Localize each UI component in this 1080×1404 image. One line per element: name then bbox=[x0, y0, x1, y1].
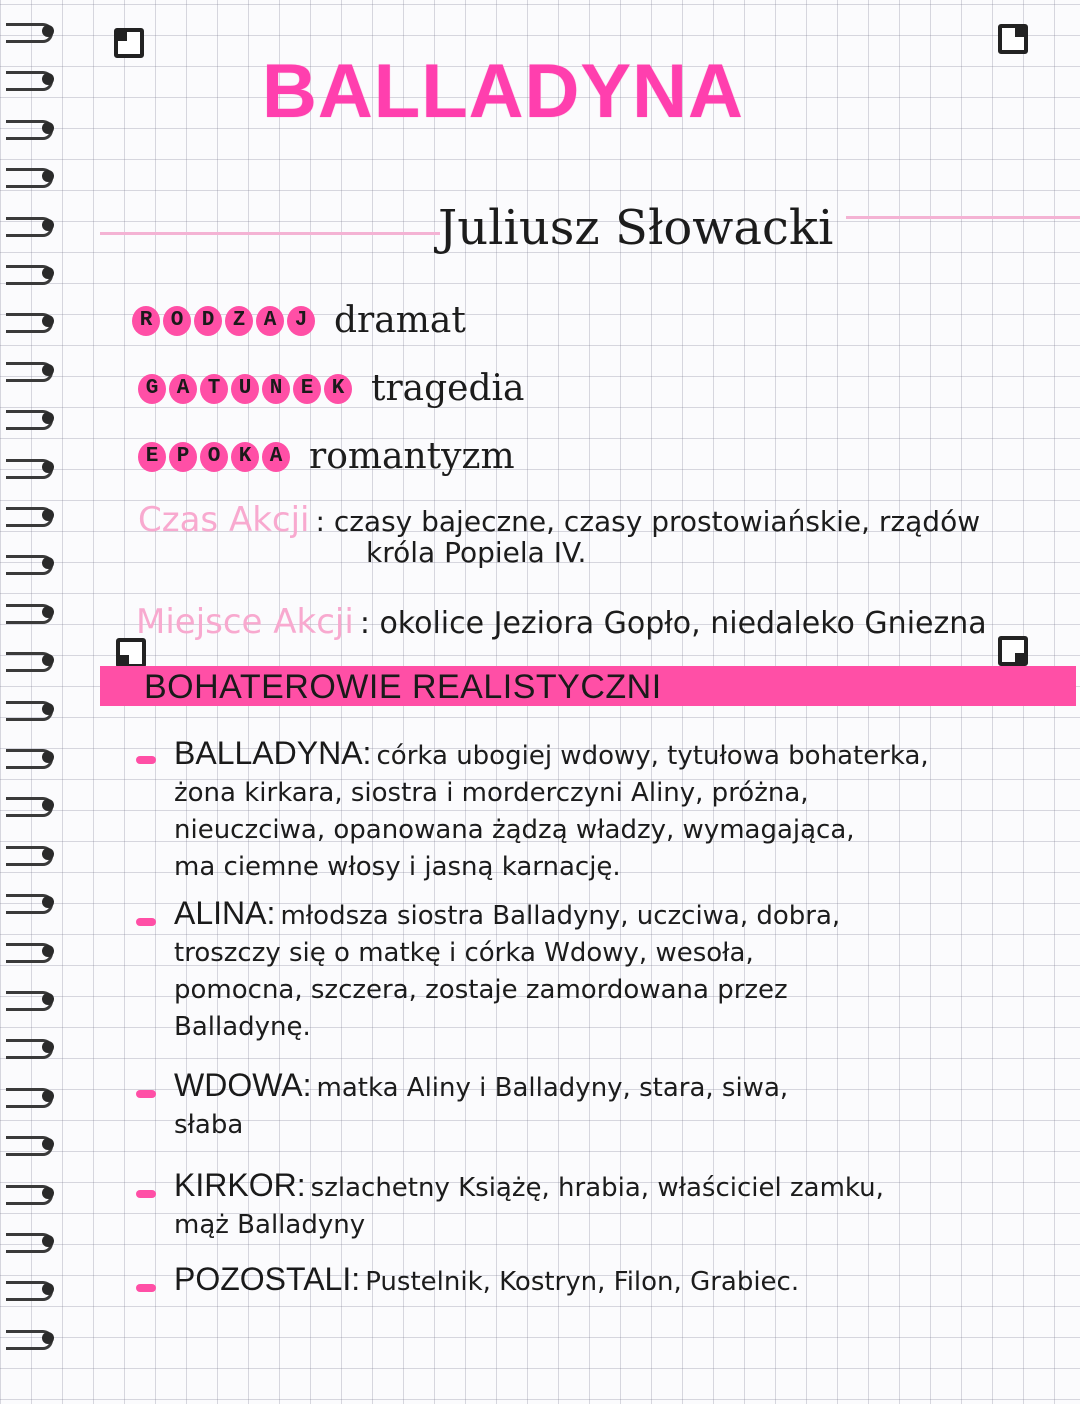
character-name: ALINA: bbox=[174, 895, 276, 931]
spiral-ring bbox=[6, 359, 58, 381]
miejsce-akcji bbox=[136, 602, 987, 642]
spiral-ring bbox=[6, 504, 58, 526]
spiral-ring bbox=[6, 891, 58, 913]
spiral-ring bbox=[6, 165, 58, 187]
gatunek-letter: E bbox=[293, 374, 321, 404]
epoka-letter: P bbox=[169, 442, 197, 472]
character-desc-line: żona kirkara, siostra i morderczyni Aliny, próżna, bbox=[174, 778, 809, 808]
bullet-dash-icon bbox=[136, 1190, 156, 1198]
character-name: KIRKOR: bbox=[174, 1167, 306, 1203]
character-desc-line: słaba bbox=[174, 1110, 244, 1140]
character-desc-line: nieuczciwa, opanowana żądzą władzy, wymagająca, bbox=[174, 815, 855, 845]
epoka-row bbox=[138, 436, 515, 477]
spiral-ring bbox=[6, 988, 58, 1010]
corner-marker-bottom-left bbox=[116, 638, 146, 668]
character-item bbox=[136, 1068, 1056, 1145]
spiral-ring bbox=[6, 1085, 58, 1107]
bullet-dash-icon bbox=[136, 918, 156, 926]
gatunek-letter: G bbox=[138, 374, 166, 404]
spiral-hole bbox=[42, 219, 54, 231]
spiral-ring bbox=[6, 68, 58, 90]
character-desc-line: szlachetny Książę, hrabia, właściciel zamku, bbox=[310, 1173, 884, 1203]
character-desc-line: matka Aliny i Balladyny, stara, siwa, bbox=[316, 1073, 789, 1103]
character-name: WDOWA: bbox=[174, 1067, 312, 1103]
character-name: BALLADYNA: bbox=[174, 735, 372, 771]
spiral-ring bbox=[6, 456, 58, 478]
epoka-label bbox=[138, 442, 293, 472]
spiral-ring bbox=[6, 601, 58, 623]
spiral-ring bbox=[6, 698, 58, 720]
rodzaj-letter: J bbox=[287, 306, 315, 336]
spiral-ring bbox=[6, 407, 58, 429]
spiral-hole bbox=[42, 25, 54, 37]
character-desc-line: ma ciemne włosy i jasną karnację. bbox=[174, 852, 621, 882]
rodzaj-row bbox=[132, 300, 466, 341]
bullet-dash-icon bbox=[136, 756, 156, 764]
corner-marker-bottom-right bbox=[998, 636, 1028, 666]
character-item bbox=[136, 896, 1056, 1047]
character-desc-line: pomocna, szczera, zostaje zamordowana przez bbox=[174, 975, 788, 1005]
gatunek-value: tragedia bbox=[371, 368, 525, 409]
section-heading: BOHATEROWIE REALISTYCZNI bbox=[144, 668, 662, 706]
spiral-hole bbox=[42, 509, 54, 521]
epoka-letter: A bbox=[262, 442, 290, 472]
spiral-ring bbox=[6, 262, 58, 284]
spiral-ring bbox=[6, 117, 58, 139]
gatunek-letter: U bbox=[231, 374, 259, 404]
author-underline-right bbox=[846, 216, 1080, 219]
rodzaj-label bbox=[132, 306, 318, 336]
author-underline-left bbox=[100, 232, 440, 235]
spiral-hole bbox=[42, 1187, 54, 1199]
spiral-ring bbox=[6, 940, 58, 962]
spiral-hole bbox=[42, 122, 54, 134]
czas-akcji-value-line1: : czasy bajeczne, czasy prostowiańskie, rządów bbox=[315, 505, 981, 538]
corner-marker-top-right bbox=[998, 24, 1028, 54]
rodzaj-letter: A bbox=[256, 306, 284, 336]
rodzaj-letter: R bbox=[132, 306, 160, 336]
spiral-ring bbox=[6, 214, 58, 236]
gatunek-label bbox=[138, 374, 355, 404]
spiral-hole bbox=[42, 703, 54, 715]
corner-marker-top-left bbox=[114, 28, 144, 58]
rodzaj-value: dramat bbox=[334, 300, 466, 341]
miejsce-akcji-label: Miejsce Akcji bbox=[136, 602, 354, 642]
spiral-ring bbox=[6, 649, 58, 671]
epoka-letter: K bbox=[231, 442, 259, 472]
spiral-ring bbox=[6, 1278, 58, 1300]
gatunek-row bbox=[138, 368, 525, 409]
czas-akcji-value-line2: króla Popiela IV. bbox=[366, 536, 587, 569]
character-desc-line: córka ubogiej wdowy, tytułowa bohaterka, bbox=[376, 741, 929, 771]
spiral-hole bbox=[42, 1332, 54, 1344]
spiral-ring bbox=[6, 1133, 58, 1155]
spiral-binding bbox=[0, 20, 70, 1400]
spiral-hole bbox=[42, 848, 54, 860]
spiral-ring bbox=[6, 1036, 58, 1058]
epoka-value: romantyzm bbox=[309, 436, 515, 477]
czas-akcji-label: Czas Akcji bbox=[138, 500, 310, 540]
character-desc-line: młodsza siostra Balladyny, uczciwa, dobra, bbox=[280, 901, 841, 931]
epoka-letter: O bbox=[200, 442, 228, 472]
spiral-ring bbox=[6, 1230, 58, 1252]
spiral-ring bbox=[6, 20, 58, 42]
gatunek-letter: A bbox=[169, 374, 197, 404]
spiral-ring bbox=[6, 310, 58, 332]
author-name: Juliusz Słowacki bbox=[438, 200, 834, 256]
character-desc-line: troszczy się o matkę i córka Wdowy, wesoła, bbox=[174, 938, 754, 968]
rodzaj-letter: O bbox=[163, 306, 191, 336]
spiral-hole bbox=[42, 364, 54, 376]
spiral-ring bbox=[6, 1182, 58, 1204]
rodzaj-letter: Z bbox=[225, 306, 253, 336]
spiral-hole bbox=[42, 267, 54, 279]
spiral-hole bbox=[42, 945, 54, 957]
spiral-hole bbox=[42, 461, 54, 473]
spiral-ring bbox=[6, 552, 58, 574]
character-name: POZOSTALI: bbox=[174, 1261, 361, 1297]
character-desc-line: Pustelnik, Kostryn, Filon, Grabiec. bbox=[365, 1267, 800, 1297]
spiral-ring bbox=[6, 746, 58, 768]
rodzaj-letter: D bbox=[194, 306, 222, 336]
gatunek-letter: N bbox=[262, 374, 290, 404]
character-item bbox=[136, 736, 1056, 887]
spiral-hole bbox=[42, 993, 54, 1005]
spiral-hole bbox=[42, 1235, 54, 1247]
spiral-ring bbox=[6, 794, 58, 816]
bullet-dash-icon bbox=[136, 1090, 156, 1098]
spiral-hole bbox=[42, 1090, 54, 1102]
spiral-ring bbox=[6, 1327, 58, 1349]
character-desc-line: Balladynę. bbox=[174, 1012, 311, 1042]
epoka-letter: E bbox=[138, 442, 166, 472]
spiral-hole bbox=[42, 606, 54, 618]
czas-akcji bbox=[138, 500, 1038, 569]
gatunek-letter: T bbox=[200, 374, 228, 404]
spiral-ring bbox=[6, 843, 58, 865]
miejsce-akcji-value: : okolice Jeziora Gopło, niedaleko Gniezna bbox=[359, 606, 987, 641]
spiral-hole bbox=[42, 751, 54, 763]
character-item bbox=[136, 1262, 1056, 1302]
character-item bbox=[136, 1168, 1056, 1245]
gatunek-letter: K bbox=[324, 374, 352, 404]
page-title: BALLADYNA bbox=[262, 49, 744, 134]
bullet-dash-icon bbox=[136, 1284, 156, 1292]
character-desc-line: mąż Balladyny bbox=[174, 1210, 366, 1240]
